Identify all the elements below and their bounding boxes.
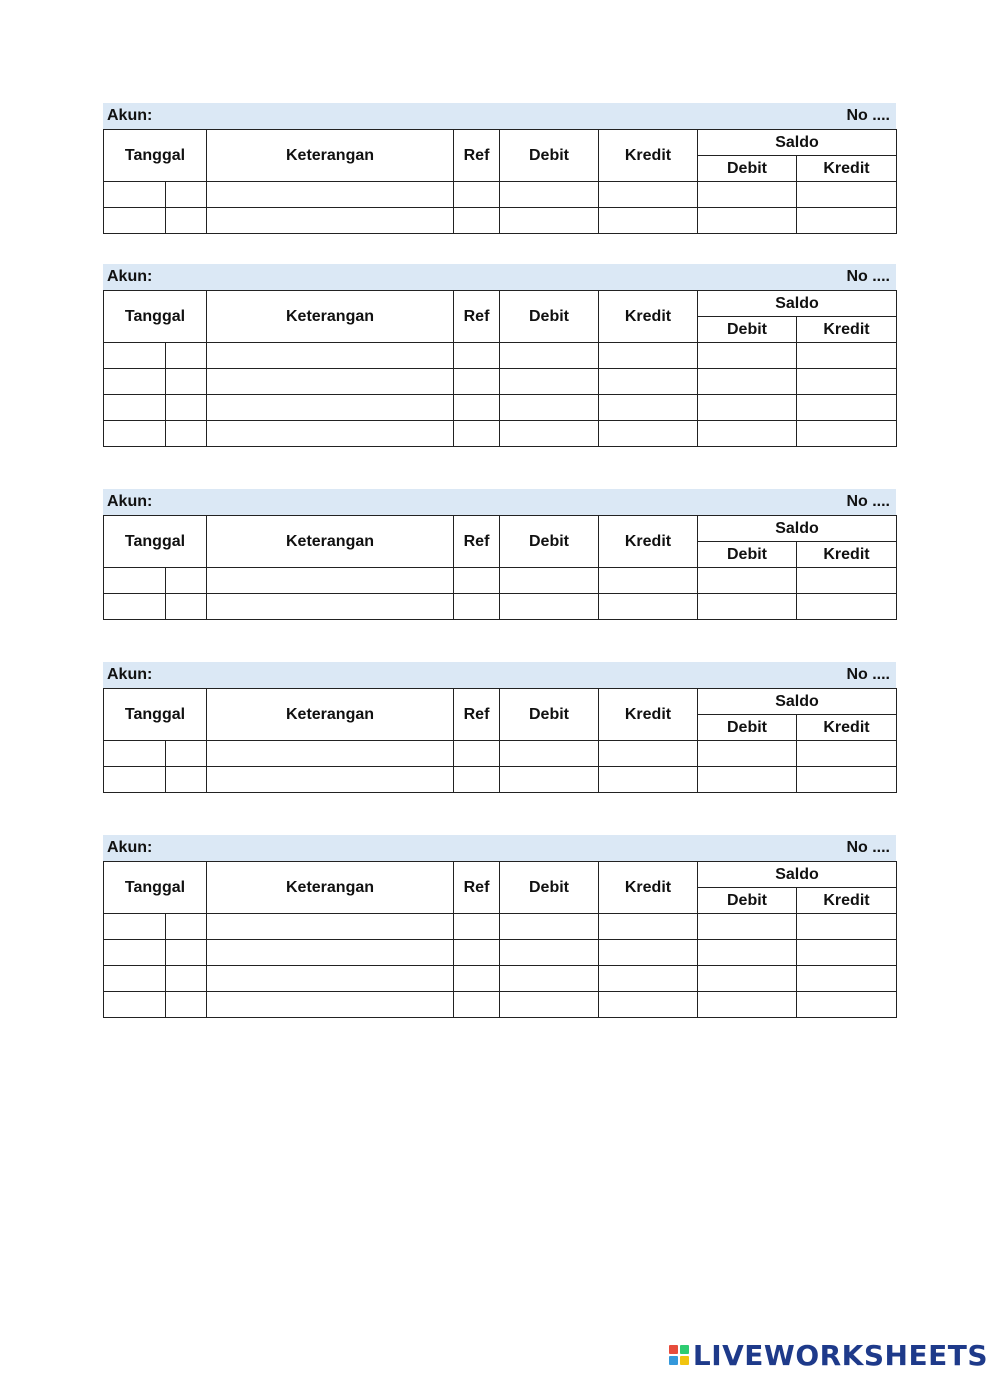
entry-cell[interactable] <box>599 369 698 395</box>
entry-cell[interactable] <box>454 914 500 940</box>
ledger-header <box>103 662 896 688</box>
akun-label: Akun: <box>107 839 153 856</box>
entry-cell[interactable] <box>500 940 599 966</box>
table-row <box>104 992 897 1018</box>
col-kredit: Kredit <box>599 130 698 182</box>
account-number-label: No .... <box>846 493 890 510</box>
entry-cell[interactable] <box>104 914 166 940</box>
ledger-table <box>103 290 897 447</box>
account-number-label: No .... <box>846 839 890 856</box>
logo-square <box>669 1356 678 1365</box>
entry-cell[interactable] <box>104 940 166 966</box>
entry-cell[interactable] <box>454 741 500 767</box>
col-kredit: Kredit <box>599 862 698 914</box>
entry-cell[interactable] <box>698 741 797 767</box>
entry-cell[interactable] <box>797 208 897 234</box>
liveworksheets-logo <box>669 1340 988 1370</box>
table-row <box>104 594 897 620</box>
entry-cell[interactable] <box>698 208 797 234</box>
entry-cell[interactable] <box>599 395 698 421</box>
col-saldo: Saldo <box>698 130 897 156</box>
account-number-label: No .... <box>846 666 890 683</box>
entry-cell[interactable] <box>698 395 797 421</box>
entry-cell[interactable] <box>454 594 500 620</box>
entry-cell[interactable] <box>599 940 698 966</box>
entry-cell[interactable] <box>500 343 599 369</box>
entry-cell[interactable] <box>500 568 599 594</box>
entry-cell[interactable] <box>207 182 454 208</box>
col-debit: Debit <box>500 862 599 914</box>
entry-cell[interactable] <box>207 395 454 421</box>
entry-cell[interactable] <box>599 182 698 208</box>
entry-cell[interactable] <box>698 568 797 594</box>
entry-cell[interactable] <box>500 767 599 793</box>
entry-cell[interactable] <box>698 966 797 992</box>
entry-cell[interactable] <box>166 940 207 966</box>
entry-cell[interactable] <box>166 767 207 793</box>
entry-cell[interactable] <box>599 568 698 594</box>
entry-cell[interactable] <box>599 914 698 940</box>
col-kredit: Kredit <box>599 516 698 568</box>
entry-cell[interactable] <box>599 421 698 447</box>
col-debit: Debit <box>500 516 599 568</box>
entry-cell[interactable] <box>797 395 897 421</box>
logo-square <box>680 1345 689 1354</box>
col-ref: Ref <box>454 130 500 182</box>
col-ref: Ref <box>454 862 500 914</box>
table-row <box>104 940 897 966</box>
entry-cell[interactable] <box>454 767 500 793</box>
entry-cell[interactable] <box>207 741 454 767</box>
entry-cell[interactable] <box>454 992 500 1018</box>
entry-cell[interactable] <box>599 343 698 369</box>
col-tanggal: Tanggal <box>104 862 207 914</box>
entry-cell[interactable] <box>454 966 500 992</box>
logo-square <box>669 1345 678 1354</box>
entry-cell[interactable] <box>104 395 166 421</box>
entry-cell[interactable] <box>500 914 599 940</box>
entry-cell[interactable] <box>207 914 454 940</box>
col-tanggal: Tanggal <box>104 291 207 343</box>
col-debit: Debit <box>500 689 599 741</box>
col-saldo: Saldo <box>698 516 897 542</box>
entry-cell[interactable] <box>104 421 166 447</box>
entry-cell[interactable] <box>500 421 599 447</box>
entry-cell[interactable] <box>500 741 599 767</box>
entry-cell[interactable] <box>207 208 454 234</box>
ledger-header <box>103 103 896 129</box>
col-debit: Debit <box>500 291 599 343</box>
entry-cell[interactable] <box>500 594 599 620</box>
entry-cell[interactable] <box>166 594 207 620</box>
entry-cell[interactable] <box>166 343 207 369</box>
entry-cell[interactable] <box>500 966 599 992</box>
entry-cell[interactable] <box>797 182 897 208</box>
col-ref: Ref <box>454 291 500 343</box>
entry-cell[interactable] <box>797 421 897 447</box>
col-keterangan: Keterangan <box>207 291 454 343</box>
entry-cell[interactable] <box>104 369 166 395</box>
entry-cell[interactable] <box>207 594 454 620</box>
entry-cell[interactable] <box>500 369 599 395</box>
table-row <box>104 208 897 234</box>
entry-cell[interactable] <box>599 966 698 992</box>
col-ref: Ref <box>454 689 500 741</box>
ledger-header <box>103 835 896 861</box>
entry-cell[interactable] <box>207 966 454 992</box>
entry-cell[interactable] <box>698 421 797 447</box>
entry-cell[interactable] <box>797 343 897 369</box>
account-number-label: No .... <box>846 268 890 285</box>
table-row <box>104 741 897 767</box>
entry-cell[interactable] <box>698 594 797 620</box>
entry-cell[interactable] <box>797 369 897 395</box>
entry-cell[interactable] <box>797 741 897 767</box>
ledger-block <box>103 264 896 447</box>
entry-cell[interactable] <box>166 421 207 447</box>
entry-cell[interactable] <box>166 395 207 421</box>
entry-cell[interactable] <box>454 369 500 395</box>
entry-cell[interactable] <box>104 767 166 793</box>
col-ref: Ref <box>454 516 500 568</box>
entry-cell[interactable] <box>104 594 166 620</box>
entry-cell[interactable] <box>500 182 599 208</box>
entry-cell[interactable] <box>454 343 500 369</box>
entry-cell[interactable] <box>797 767 897 793</box>
ledger-block <box>103 103 896 234</box>
col-tanggal: Tanggal <box>104 516 207 568</box>
entry-cell[interactable] <box>599 767 698 793</box>
col-saldo: Saldo <box>698 862 897 888</box>
table-row <box>104 369 897 395</box>
ledger-table <box>103 515 897 620</box>
entry-cell[interactable] <box>104 966 166 992</box>
entry-cell[interactable] <box>797 940 897 966</box>
entry-cell[interactable] <box>207 992 454 1018</box>
col-saldo-debit: Debit <box>698 715 797 741</box>
entry-cell[interactable] <box>599 992 698 1018</box>
entry-cell[interactable] <box>500 395 599 421</box>
ledger-table <box>103 129 897 234</box>
entry-cell[interactable] <box>454 208 500 234</box>
entry-cell[interactable] <box>797 992 897 1018</box>
entry-cell[interactable] <box>797 594 897 620</box>
entry-cell[interactable] <box>454 421 500 447</box>
table-row <box>104 395 897 421</box>
entry-cell[interactable] <box>500 208 599 234</box>
entry-cell[interactable] <box>104 208 166 234</box>
entry-cell[interactable] <box>166 369 207 395</box>
table-row <box>104 421 897 447</box>
col-tanggal: Tanggal <box>104 689 207 741</box>
entry-cell[interactable] <box>104 741 166 767</box>
entry-cell[interactable] <box>599 741 698 767</box>
entry-cell[interactable] <box>166 208 207 234</box>
entry-cell[interactable] <box>698 343 797 369</box>
table-row <box>104 182 897 208</box>
ledger-table <box>103 861 897 1018</box>
entry-cell[interactable] <box>500 992 599 1018</box>
entry-cell[interactable] <box>104 992 166 1018</box>
entry-cell[interactable] <box>797 568 897 594</box>
col-keterangan: Keterangan <box>207 130 454 182</box>
table-row <box>104 966 897 992</box>
entry-cell[interactable] <box>698 767 797 793</box>
akun-label: Akun: <box>107 666 153 683</box>
entry-cell[interactable] <box>599 208 698 234</box>
entry-cell[interactable] <box>166 741 207 767</box>
entry-cell[interactable] <box>104 568 166 594</box>
entry-cell[interactable] <box>207 421 454 447</box>
logo-square <box>680 1356 689 1365</box>
entry-cell[interactable] <box>698 182 797 208</box>
akun-label: Akun: <box>107 493 153 510</box>
col-saldo-debit: Debit <box>698 888 797 914</box>
col-saldo: Saldo <box>698 291 897 317</box>
entry-cell[interactable] <box>207 767 454 793</box>
entry-cell[interactable] <box>698 914 797 940</box>
entry-cell[interactable] <box>104 182 166 208</box>
logo-squares-icon <box>669 1345 689 1365</box>
entry-cell[interactable] <box>207 568 454 594</box>
entry-cell[interactable] <box>207 343 454 369</box>
table-row <box>104 568 897 594</box>
entry-cell[interactable] <box>454 395 500 421</box>
col-saldo-debit: Debit <box>698 542 797 568</box>
ledger-block <box>103 489 896 620</box>
col-saldo-debit: Debit <box>698 317 797 343</box>
akun-label: Akun: <box>107 107 153 124</box>
ledger-header <box>103 489 896 515</box>
col-tanggal: Tanggal <box>104 130 207 182</box>
entry-cell[interactable] <box>207 940 454 966</box>
entry-cell[interactable] <box>104 343 166 369</box>
entry-cell[interactable] <box>166 914 207 940</box>
col-saldo-kredit: Kredit <box>797 888 897 914</box>
col-keterangan: Keterangan <box>207 516 454 568</box>
ledger-header <box>103 264 896 290</box>
col-saldo-kredit: Kredit <box>797 715 897 741</box>
entry-cell[interactable] <box>599 594 698 620</box>
ledger-block <box>103 662 896 793</box>
akun-label: Akun: <box>107 268 153 285</box>
entry-cell[interactable] <box>207 369 454 395</box>
entry-cell[interactable] <box>166 182 207 208</box>
col-saldo-kredit: Kredit <box>797 542 897 568</box>
col-saldo-kredit: Kredit <box>797 317 897 343</box>
table-row <box>104 767 897 793</box>
entry-cell[interactable] <box>797 914 897 940</box>
account-number-label: No .... <box>846 107 890 124</box>
entry-cell[interactable] <box>797 966 897 992</box>
col-keterangan: Keterangan <box>207 862 454 914</box>
entry-cell[interactable] <box>454 182 500 208</box>
col-debit: Debit <box>500 130 599 182</box>
col-saldo: Saldo <box>698 689 897 715</box>
col-saldo-debit: Debit <box>698 156 797 182</box>
entry-cell[interactable] <box>166 966 207 992</box>
col-saldo-kredit: Kredit <box>797 156 897 182</box>
entry-cell[interactable] <box>454 940 500 966</box>
table-row <box>104 914 897 940</box>
col-kredit: Kredit <box>599 689 698 741</box>
entry-cell[interactable] <box>166 568 207 594</box>
entry-cell[interactable] <box>698 940 797 966</box>
entry-cell[interactable] <box>454 568 500 594</box>
entry-cell[interactable] <box>166 992 207 1018</box>
ledger-block <box>103 835 896 1018</box>
entry-cell[interactable] <box>698 992 797 1018</box>
ledger-table <box>103 688 897 793</box>
table-row <box>104 343 897 369</box>
entry-cell[interactable] <box>698 369 797 395</box>
col-kredit: Kredit <box>599 291 698 343</box>
col-keterangan: Keterangan <box>207 689 454 741</box>
logo-text: LIVEWORKSHEETS <box>692 1338 988 1372</box>
